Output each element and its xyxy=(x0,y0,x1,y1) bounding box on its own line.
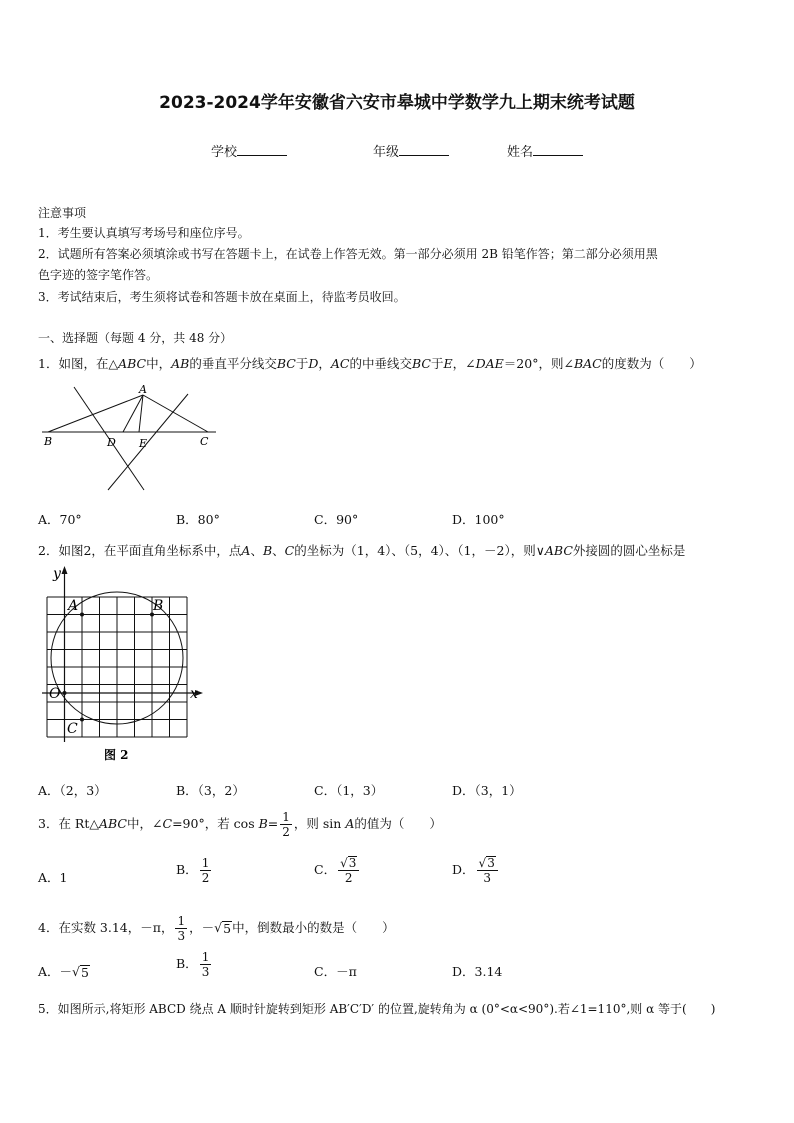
question-1-option-d[interactable]: D．100° xyxy=(452,512,505,527)
grade-field xyxy=(373,141,449,160)
question-4-option-a[interactable]: A．－√ 5 xyxy=(38,964,89,980)
fig2-label-b: B xyxy=(153,598,164,614)
question-1-option-b[interactable]: B．80° xyxy=(176,512,220,527)
question-4-option-d[interactable]: D．3.14 xyxy=(452,964,503,979)
notice-heading: 注意事项 xyxy=(38,206,87,220)
fig2-point-o xyxy=(63,691,67,695)
fig1-label-a: A xyxy=(139,383,147,396)
fig2-caption: 图 2 xyxy=(104,748,129,762)
notice-item-3: 3．考试结束后，考生须将试卷和答题卡放在桌面上，待监考员收回。 xyxy=(38,290,406,304)
q4-fraction: $\frac{1}{3}$ xyxy=(177,914,186,943)
question-3-option-d[interactable]: D． √ 3 3 xyxy=(452,856,500,885)
question-3-option-b[interactable]: B． $\frac{1}{2}$ xyxy=(176,856,210,885)
q3-fraction: $\frac{1}{2}$ xyxy=(282,810,290,839)
fig2-label-y: y xyxy=(53,566,61,582)
name-field xyxy=(507,141,583,160)
fig2-point-a xyxy=(80,613,84,617)
question-1-text: 1．如图，在△ABC中，AB的垂直平分线交BC于D，AC的中垂线交BC于E，∠DAE＝20°，则∠BAC的度数为（ ） xyxy=(38,356,702,371)
fig2-label-o: O xyxy=(49,686,61,702)
question-4-option-c[interactable]: C．－π xyxy=(314,964,357,979)
question-5-text: 5．如图所示,将矩形 ABCD 绕点 A 顺时针旋转到矩形 AB′C′D′ 的位置,旋转角为 α (0°<α<90°).若∠1=110°,则 α 等于( ) xyxy=(38,1002,716,1016)
question-1-option-c[interactable]: C．90° xyxy=(314,512,359,527)
grade-label: 年级 xyxy=(373,145,400,160)
question-3-text: 3．在 Rt△ABC中，∠C=90°，若 cos B= $\frac{1}{2}$ ，则 sin A的值为（ ） xyxy=(38,810,442,839)
school-label: 学校 xyxy=(211,145,238,160)
question-1-option-a[interactable]: A．70° xyxy=(38,512,82,527)
school-field xyxy=(211,141,287,160)
page-title: 2023-2024学年安徽省六安市皋城中学数学九上期末统考试题 xyxy=(159,93,635,113)
grade-blank xyxy=(399,143,449,156)
section-heading: 一、选择题（每题 4 分，共 48 分） xyxy=(38,331,233,345)
school-blank xyxy=(237,143,287,156)
fig2-label-c: C xyxy=(67,721,78,737)
question-4-text: 4．在实数 3.14，－π， $\frac{1}{3}$ ，－√ 5 中，倒数最小的数是（ ） xyxy=(38,914,395,943)
q4-sqrt: √ 5 xyxy=(214,920,232,936)
question-1-figure xyxy=(36,382,226,494)
fig2-point-c xyxy=(80,718,84,722)
fig2-y-arrow xyxy=(62,566,68,574)
question-4-option-b[interactable]: B． $\frac{1}{3}$ xyxy=(176,950,210,979)
question-2-text: 2．如图2，在平面直角坐标系中，点A、B、C的坐标为（1，4）、（5，4）、（1，－2），则∨ABC外接圆的圆心坐标是 xyxy=(38,543,686,558)
question-3-option-a[interactable]: A．1 xyxy=(38,870,68,885)
fig2-label-a: A xyxy=(68,598,79,614)
question-2-option-d[interactable]: D．（3，1） xyxy=(452,783,522,798)
question-2-figure xyxy=(36,562,211,767)
question-3-option-c[interactable]: C． √ 3 2 xyxy=(314,856,361,885)
notice-item-2b: 色字迹的签字笔作答。 xyxy=(38,268,159,282)
question-2-option-c[interactable]: C．（1，3） xyxy=(314,783,384,798)
fig1-label-d: D xyxy=(107,436,116,449)
notice-item-2a: 2．试题所有答案必须填涂或书写在答题卡上，在试卷上作答无效。第一部分必须用 2B 铅笔作答；第二部分必须用黑 xyxy=(38,247,658,261)
fig1-label-c: C xyxy=(200,435,209,448)
fig2-label-x: x xyxy=(190,686,198,702)
fig2-grid xyxy=(47,597,187,737)
fig1-label-b: B xyxy=(44,435,53,448)
name-blank xyxy=(533,143,583,156)
question-2-option-b[interactable]: B．（3，2） xyxy=(176,783,245,798)
name-label: 姓名 xyxy=(507,145,534,160)
fig1-label-e: E xyxy=(139,437,148,450)
notice-item-1: 1．考生要认真填写考场号和座位序号。 xyxy=(38,226,250,240)
question-2-option-a[interactable]: A．（2，3） xyxy=(38,783,107,798)
